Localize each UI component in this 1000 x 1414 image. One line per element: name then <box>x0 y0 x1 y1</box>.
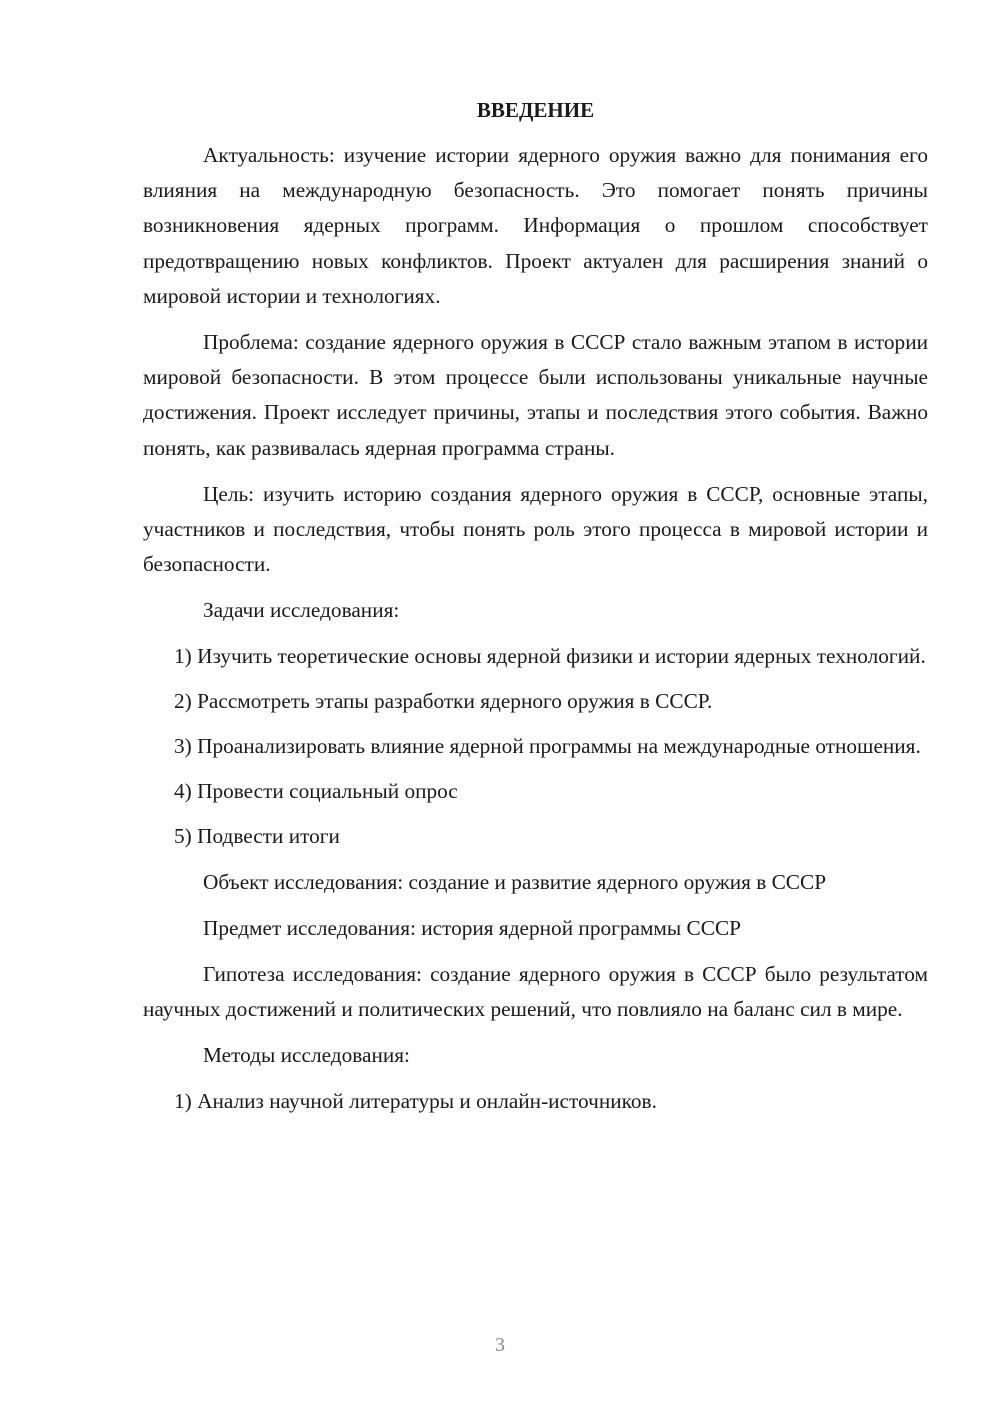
methods-title: Методы исследования: <box>203 1043 410 1068</box>
list-item: 1) Изучить теоретические основы ядерной физики и истории ядерных технологий. <box>174 643 926 668</box>
list-item: 4) Провести социальный опрос <box>174 779 458 804</box>
page-number: 3 <box>495 1334 505 1356</box>
methods-list <box>143 1084 928 1119</box>
relevance-paragraph: Актуальность: изучение истории ядерного оружия важно для понимания его влияния на международную безопасность. Это помогает понять причины возникновения ядерных программ. Информация о прошлом способствует предотвращению новых конфликтов. Проект актуален для расширения знаний о мировой истории и технологиях. <box>143 143 928 308</box>
subject-paragraph: Предмет исследования: история ядерной программы СССР <box>203 915 742 940</box>
tasks-list <box>143 639 928 855</box>
goal-paragraph: Цель: изучить историю создания ядерного оружия в СССР, основные этапы, участников и последствия, чтобы понять роль этого процесса в мировой истории и безопасности. <box>143 481 928 577</box>
tasks-title: Задачи исследования: <box>203 598 400 623</box>
section-heading: ВВЕДЕНИЕ <box>476 98 595 122</box>
list-item: 1) Анализ научной литературы и онлайн-источников. <box>174 1088 657 1113</box>
document-page <box>143 92 928 1119</box>
list-item: 3) Проанализировать влияние ядерной программы на международные отношения. <box>174 734 921 759</box>
problem-paragraph: Проблема: создание ядерного оружия в СССР стало важным этапом в истории мировой безопасности. В этом процессе были использованы уникальные научные достижения. Проект исследует причины, этапы и последствия этого события. Важно понять, как развивалась ядерная программа страны. <box>143 330 928 460</box>
hypothesis-paragraph: Гипотеза исследования: создание ядерного оружия в СССР было результатом научных достижений и политических решений, что повлияло на баланс сил в мире. <box>143 962 928 1022</box>
object-paragraph: Объект исследования: создание и развитие ядерного оружия в СССР <box>203 869 827 894</box>
list-item: 5) Подвести итоги <box>174 824 340 849</box>
list-item: 2) Рассмотреть этапы разработки ядерного оружия в СССР. <box>174 688 713 713</box>
